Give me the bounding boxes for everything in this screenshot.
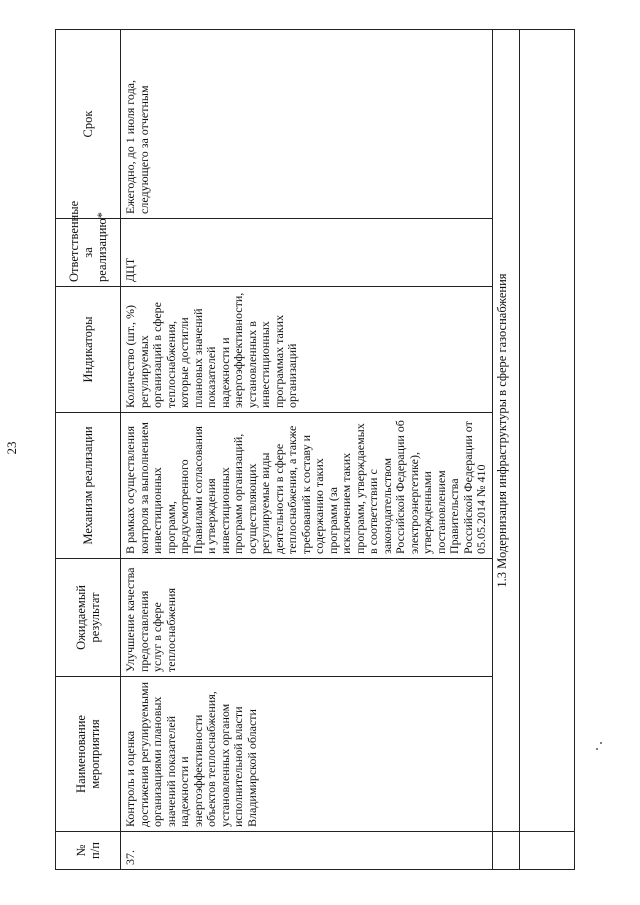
page-number: 23 — [4, 441, 19, 455]
row-indicators: Количество (шт., %) регулируемых организаций в сфере теплоснабжения, которые достигли плановых значений показателей надежности и энергоэффективности, установленных в инвестиционных программах таких организаций — [121, 287, 493, 413]
row-mechanism: В рамках осуществления контроля за выполнением инвестиционных программ, предусмотренного Правилами согласования и утверждения инвестиционных программ организаций, осуществляющих регулируемые виды деятельности в сфере теплоснабжения, а также требований к составу и содержанию таких программ (за исключением таких программ, утверждаемых в соответствии с законодательством Российской Федерации об электроэнергетике), утвержденными постановлением Правительства Российской Федерации от 05.05.2014 № 410 — [121, 413, 493, 559]
row-result: Улучшение качества предоставления услуг в сфере теплоснабжения — [121, 559, 493, 677]
header-indicators: Индикаторы — [56, 287, 121, 413]
section-num-cell — [492, 832, 519, 870]
header-name: Наименование мероприятия — [56, 677, 121, 832]
header-term: Срок — [56, 30, 121, 219]
table-row — [121, 30, 493, 870]
row-term: Ежегодно, до 1 июля года, следующего за отчетным — [121, 30, 493, 219]
blank-num-cell — [519, 832, 574, 870]
rotated-table-container — [55, 30, 565, 870]
header-mechanism: Механизм реализации — [56, 413, 121, 559]
row-responsible: ДЦТ — [121, 219, 493, 287]
header-num: № п/п — [56, 832, 121, 870]
header-result: Ожидаемый результат — [56, 559, 121, 677]
scan-speck — [600, 742, 602, 744]
blank-cell — [519, 30, 574, 832]
row-num: 37. — [121, 832, 493, 870]
section-row — [492, 30, 519, 870]
blank-row — [519, 30, 574, 870]
table-header-row — [56, 30, 121, 870]
measures-table — [55, 29, 575, 870]
scan-speck — [596, 748, 598, 750]
header-responsible: Ответственные за реализацию* — [56, 219, 121, 287]
row-name: Контроль и оценка достижения регулируемыми организациями плановых значений показателей надежности и энергоэффективности объектов теплоснабжения, установленных органом исполнительной власти Владимирской области — [121, 677, 493, 832]
section-title: 1.3 Модернизация инфраструктуры в сфере газоснабжения — [492, 30, 519, 832]
